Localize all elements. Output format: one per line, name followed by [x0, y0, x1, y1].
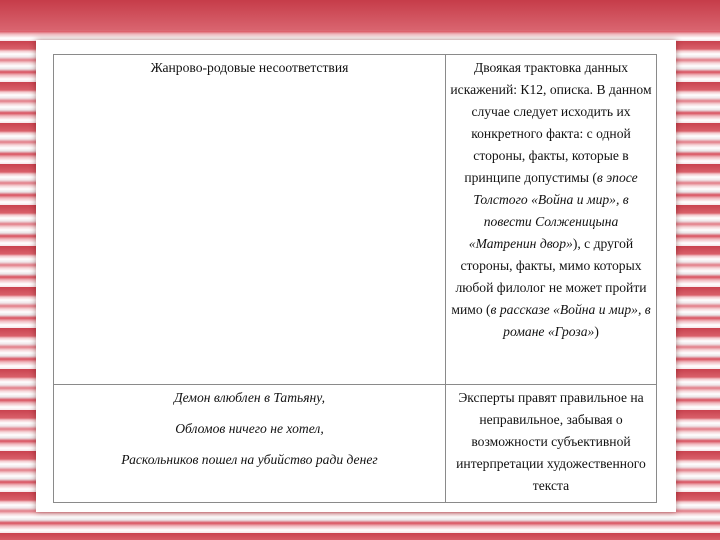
category-title: Жанрово-родовые несоответствия: [150, 60, 349, 75]
explanation-part-italic: в эпосе Толстого «Война и мир», в повести Солженицына «Матренин двор»: [468, 170, 638, 251]
comparison-table: [53, 54, 657, 503]
explanation-part: ): [594, 324, 599, 339]
example-line: Демон влюблен в Татьяну,: [173, 390, 326, 405]
explanation-part: ), с другой стороны, факты, мимо которых любой филолог не может пройти мимо (: [451, 236, 647, 317]
top-decorative-band: [0, 0, 720, 30]
cell-explanation-1: [446, 55, 657, 385]
cell-category-title: [54, 55, 446, 385]
table-row: [54, 55, 657, 385]
cell-explanation-2: [446, 385, 657, 503]
example-line: Обломов ничего не хотел,: [175, 421, 324, 436]
explanation-part: Двоякая трактовка данных искажений: К12, описка. В данном случае следует исходить их конкретного факта: с одной стороны, факты, которые в принципе допустимы (: [450, 60, 652, 185]
example-line: Раскольников пошел на убийство ради денег: [121, 452, 378, 467]
explanation-text: Эксперты правят правильное на неправильное, забывая о возможности субъективной интерпретации художественного текста: [456, 390, 646, 493]
cell-examples: [54, 385, 446, 503]
explanation-part-italic: в рассказе «Война и мир», в романе «Гроза»: [490, 302, 651, 339]
table-row: [54, 385, 657, 503]
slide: [36, 40, 676, 512]
